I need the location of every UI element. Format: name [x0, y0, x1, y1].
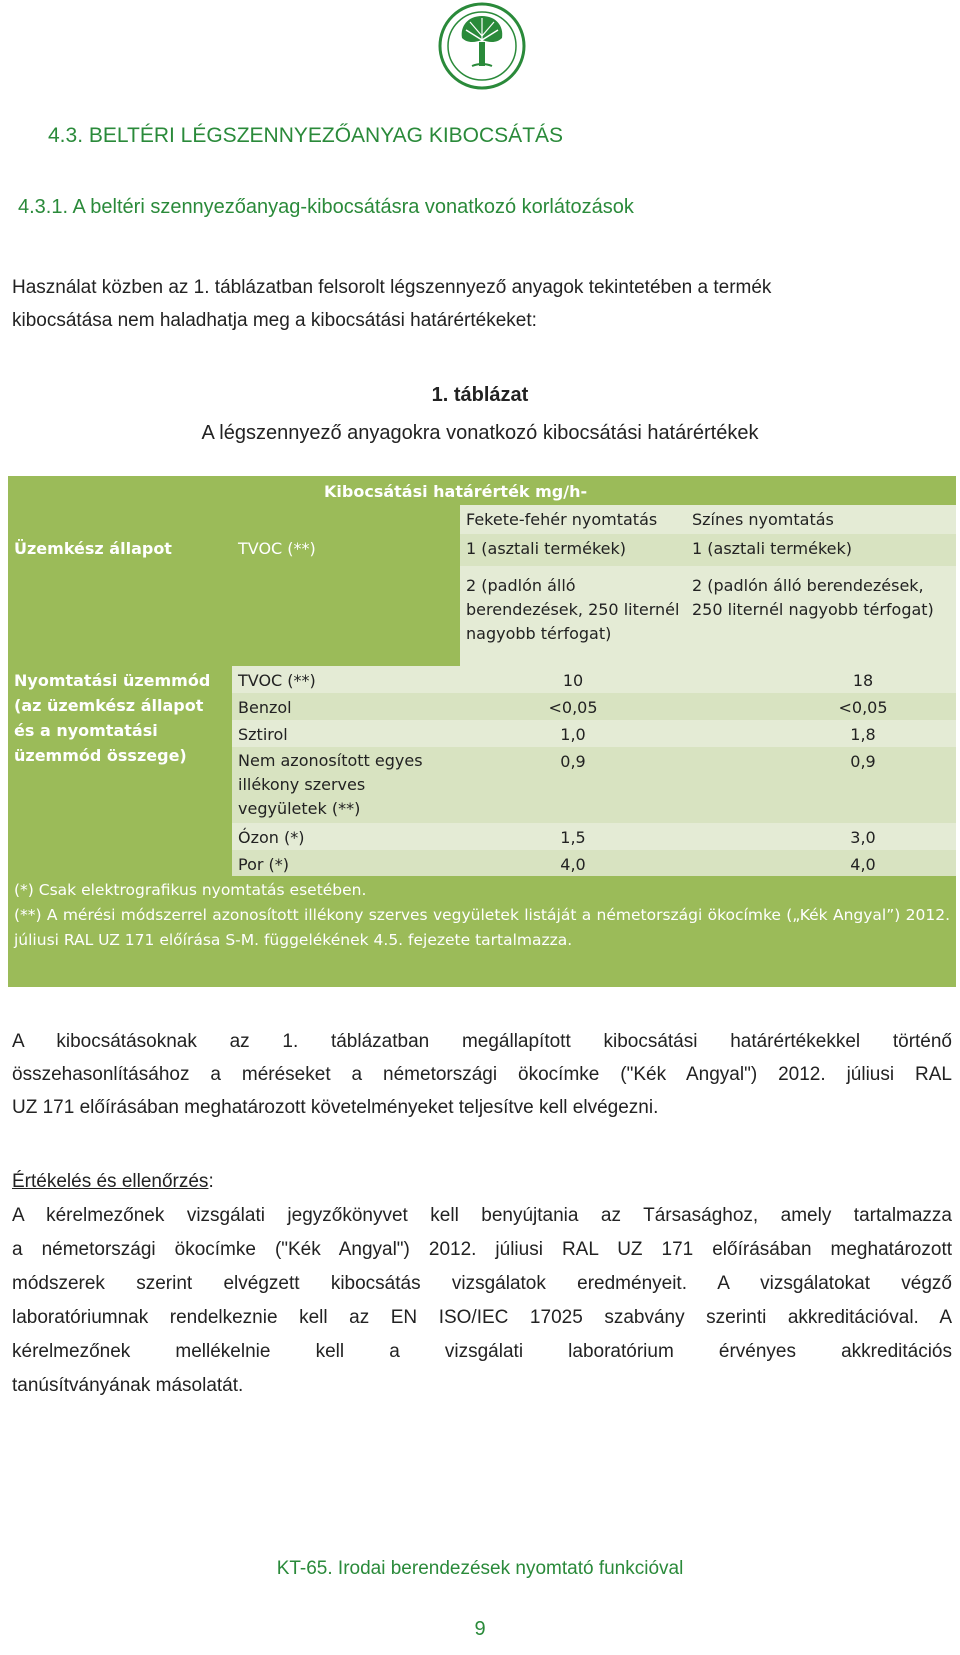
row-color-value: 4,0: [686, 850, 956, 876]
footnote-1: (*) Csak elektrografikus nyomtatás esetében.: [14, 881, 367, 899]
table-number: 1. táblázat: [431, 384, 529, 406]
row-name: TVOC (**): [232, 666, 460, 693]
row-bw-value: <0,05: [460, 693, 686, 720]
intro-line: Használat közben az 1. táblázatban felsorolt légszennyező anyagok tekintetében a termék: [12, 277, 772, 298]
page-number: 9: [474, 1618, 486, 1640]
ready-bw-2: 2 (padlón álló berendezések, 250 liternél nagyobb térfogat): [460, 566, 686, 666]
subsection-heading: 4.3.1. A beltéri szennyezőanyag-kibocsátásra vonatkozó korlátozások: [18, 196, 634, 218]
paragraph-line: A kérelmezőnek vizsgálati jegyzőkönyvet kell benyújtania az Társasághoz, amely tartalmazza: [12, 1205, 952, 1226]
after-table-paragraph: [12, 1025, 952, 1124]
table-title: A légszennyező anyagokra vonatkozó kibocsátási határértékek: [201, 422, 759, 444]
row-bw-value: 1,0: [460, 720, 686, 747]
ready-state-sub: TVOC (**): [232, 534, 460, 666]
paragraph-line: összehasonlításához a méréseket a németországi ökocímke ("Kék Angyal") 2012. júliusi RAL: [12, 1064, 952, 1085]
col-header-color: Színes nyomtatás: [686, 505, 956, 534]
row-name: Benzol: [232, 693, 460, 720]
emission-limits-table: [8, 476, 956, 987]
table-caption: [0, 376, 960, 452]
table-top-header: Kibocsátási határérték mg/h-: [324, 482, 588, 501]
ready-bw-1: 1 (asztali termékek): [460, 534, 686, 566]
ready-color-1: 1 (asztali termékek): [686, 534, 956, 566]
evaluation-section: [12, 1165, 952, 1403]
row-bw-value: 10: [460, 666, 686, 693]
paragraph-line: módszerek szerint elvégzett kibocsátás vizsgálatok eredményeit. A vizsgálatokat végző: [12, 1273, 952, 1294]
page-footer: KT-65. Irodai berendezések nyomtató funkcióval: [276, 1558, 684, 1579]
footnote-2: (**) A mérési módszerrel azonosított illékony szerves vegyületek listáját a németországi ökocímke („Kék Angyal”) 2012. júliusi RAL UZ 171 előírása S-M. függelékének 4.5. fejezete tartalmazza.: [14, 906, 950, 949]
row-bw-value: 0,9: [460, 747, 686, 823]
row-color-value: 1,8: [686, 720, 956, 747]
intro-line: kibocsátása nem haladhatja meg a kibocsátási határértékeket:: [12, 310, 537, 331]
row-color-value: 3,0: [686, 823, 956, 850]
row-bw-value: 4,0: [460, 850, 686, 876]
ready-state-label: Üzemkész állapot: [8, 534, 232, 666]
paragraph-line: tanúsítványának másolatát.: [12, 1375, 244, 1396]
row-name: Nem azonosított egyes illékony szerves vegyületek (**): [232, 747, 460, 823]
paragraph-line: laboratóriumnak rendelkeznie kell az EN ISO/IEC 17025 szabvány szerinti akkreditációval. A: [12, 1307, 952, 1328]
eco-label-logo: [438, 0, 526, 100]
print-mode-label: Nyomtatási üzemmód (az üzemkész állapot és a nyomtatási üzemmód összege): [8, 666, 232, 876]
paragraph-line: a németországi ökocímke ("Kék Angyal") 2012. júliusi RAL UZ 171 előírásában meghatározott: [12, 1239, 952, 1260]
evaluation-heading-colon: :: [208, 1171, 214, 1192]
table-footnotes: [8, 876, 956, 987]
paragraph-line: kérelmezőnek mellékelnie kell a vizsgálati laboratórium érvényes akkreditációs: [12, 1341, 952, 1362]
row-color-value: <0,05: [686, 693, 956, 720]
section-heading: 4.3. BELTÉRI LÉGSZENNYEZŐANYAG KIBOCSÁTÁS: [48, 124, 564, 147]
row-color-value: 18: [686, 666, 956, 693]
paragraph-line: UZ 171 előírásában meghatározott követelményeket teljesítve kell elvégezni.: [12, 1097, 659, 1118]
evaluation-heading-text: Értékelés és ellenőrzés: [12, 1171, 209, 1192]
paragraph-line: A kibocsátásoknak az 1. táblázatban megállapított kibocsátási határértékekkel történő: [12, 1031, 952, 1052]
row-bw-value: 1,5: [460, 823, 686, 850]
row-color-value: 0,9: [686, 747, 956, 823]
row-name: Sztirol: [232, 720, 460, 747]
header-blank: [8, 505, 460, 534]
row-name: Por (*): [232, 850, 460, 876]
col-header-bw: Fekete-fehér nyomtatás: [460, 505, 686, 534]
intro-paragraph: [12, 271, 942, 337]
evaluation-heading: [12, 1165, 952, 1199]
ready-color-2: 2 (padlón álló berendezések, 250 liternél nagyobb térfogat): [686, 566, 956, 666]
row-name: Ózon (*): [232, 823, 460, 850]
